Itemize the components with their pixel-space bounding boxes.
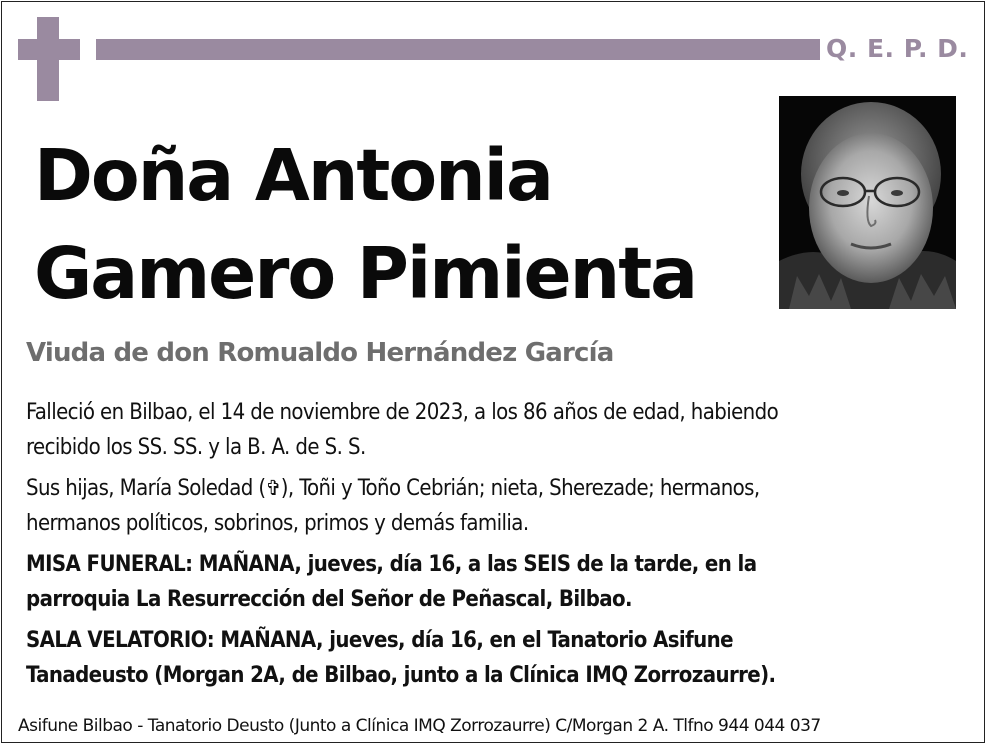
death-announcement (26, 395, 956, 465)
paragraph-line (26, 471, 956, 506)
family-text-part: ), Toñi y Toño Cebrián; nieta, Sherezade; hermanos, (280, 476, 760, 501)
funeral-mass-info (26, 547, 956, 617)
header-rule (96, 39, 820, 60)
paragraph-line: parroquia La Resurrección del Señor de Peñascal, Bilbao. (26, 587, 632, 612)
family-list (26, 471, 956, 541)
widow-line: Viuda de don Romualdo Hernández García (26, 338, 614, 368)
wake-room-info (26, 623, 956, 693)
qepd-label: Q. E. P. D. (826, 34, 969, 63)
family-text-part: Sus hijas, María Soledad ( (26, 476, 266, 501)
paragraph-line: Tanadeusto (Morgan 2A, de Bilbao, junto a la Clínica IMQ Zorrozaurre). (26, 663, 776, 688)
paragraph-line: recibido los SS. SS. y la B. A. de S. S. (26, 435, 366, 460)
portrait-photo (779, 96, 956, 309)
paragraph-line: MISA FUNERAL: MAÑANA, jueves, día 16, a las SEIS de la tarde, en la (26, 552, 757, 577)
paragraph-line: SALA VELATORIO: MAÑANA, jueves, día 16, en el Tanatorio Asifune (26, 628, 733, 653)
paragraph-line: Falleció en Bilbao, el 14 de noviembre de 2023, a los 86 años de edad, habiendo (26, 400, 779, 425)
deceased-cross-icon: ✞ (265, 476, 281, 500)
funeral-home-footer: Asifune Bilbao - Tanatorio Deusto (Junto a Clínica IMQ Zorrozaurre) C/Morgan 2 A. Tlfno 944 044 037 (18, 716, 821, 736)
paragraph-line: hermanos políticos, sobrinos, primos y demás familia. (26, 511, 529, 536)
deceased-name-line2: Gamero Pimienta (34, 232, 697, 315)
latin-cross-icon (18, 17, 80, 101)
deceased-name-line1: Doña Antonia (34, 134, 552, 217)
